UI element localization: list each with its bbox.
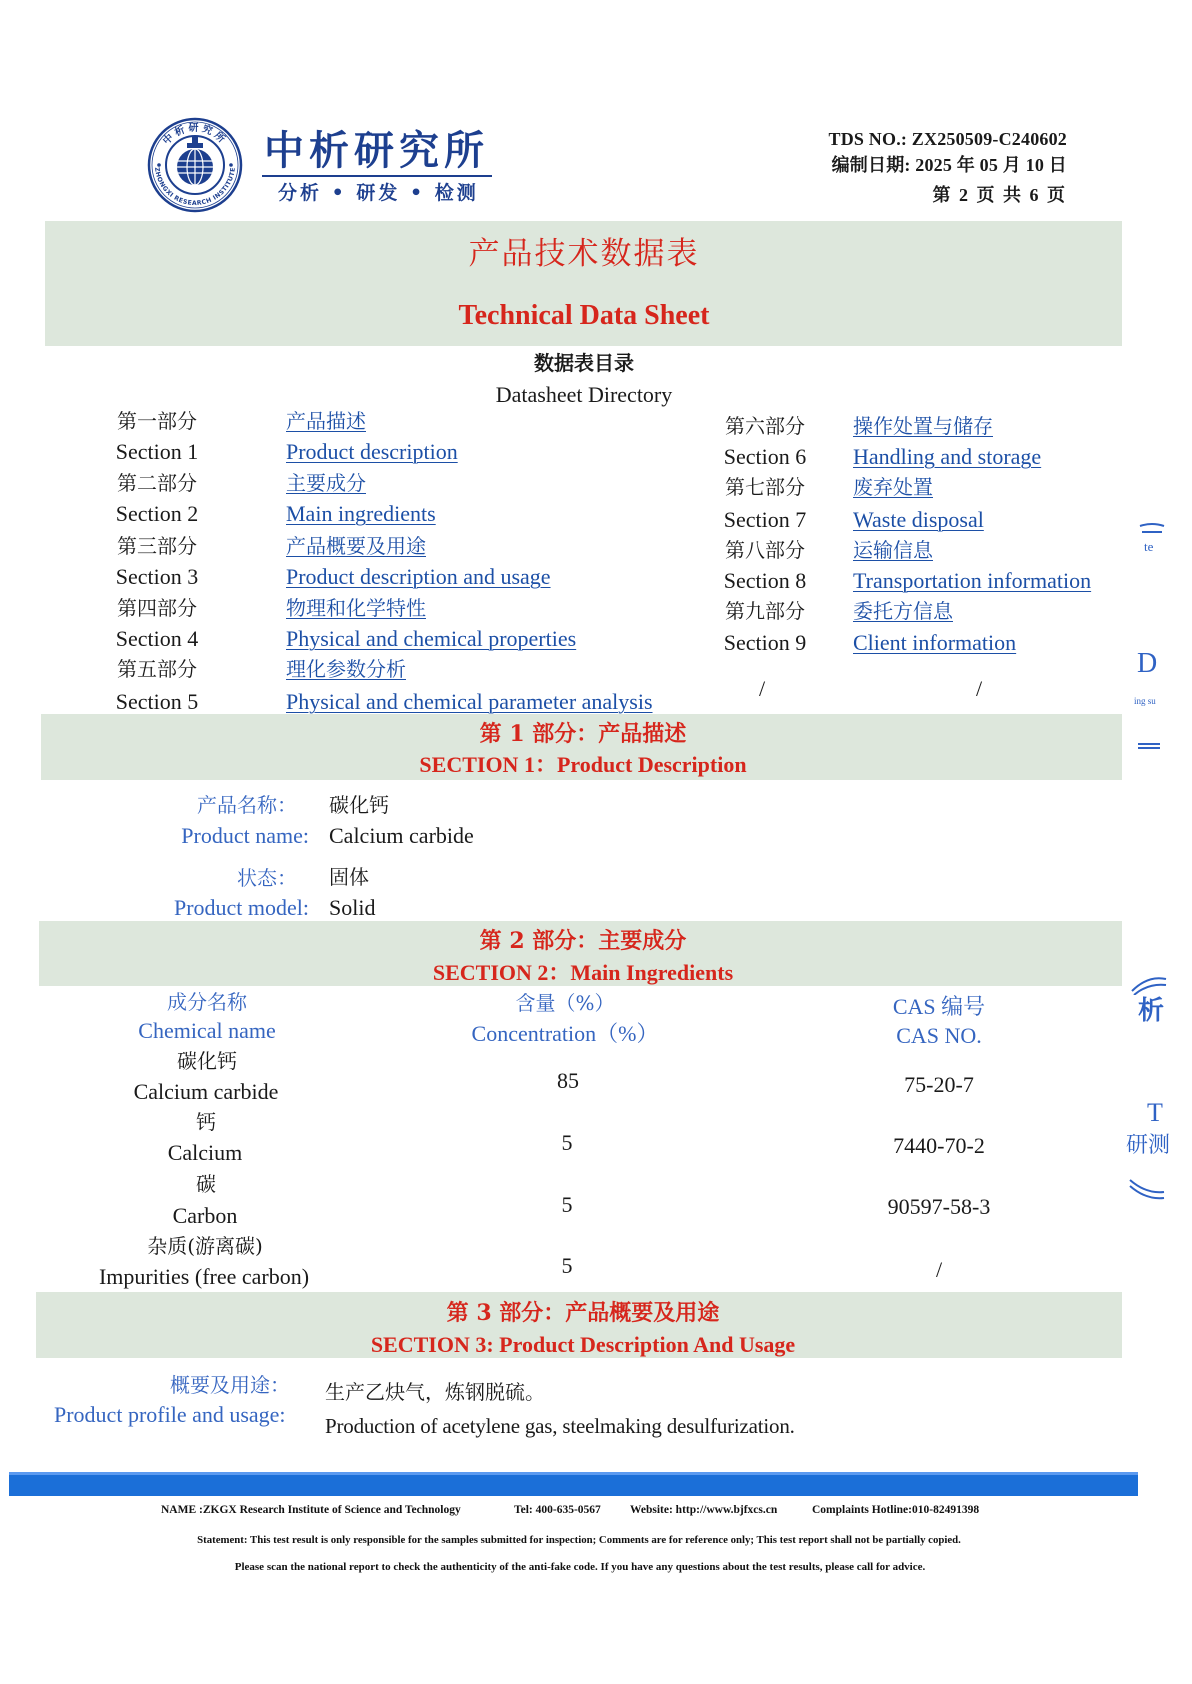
product-name-label-cn: 产品名称：	[197, 793, 297, 817]
dir-link-cn-physical-chemical[interactable]: 物理和化学特性	[286, 596, 426, 620]
row4-name-cn: 杂质(游离碳)	[147, 1234, 263, 1258]
logo-seal-icon	[147, 117, 243, 213]
row2-cas: 7440-70-2	[893, 1133, 985, 1158]
dir-label-en-2: Section 2	[115, 501, 199, 526]
edge-double-line-icon	[1136, 741, 1162, 751]
dir-label-cn-1: 第一部分	[117, 409, 197, 433]
edge-double-line	[1136, 739, 1162, 749]
col-header-cas-cn: CAS 编号	[892, 994, 986, 1019]
title-en: Technical Data Sheet	[458, 300, 710, 331]
edge-seal-arc-bottom-icon	[1126, 1176, 1166, 1202]
dir-label-cn-5: 第五部分	[117, 657, 197, 681]
row1-cas: 75-20-7	[904, 1072, 974, 1097]
section1-title-en: SECTION 1：Product Description	[419, 752, 747, 777]
dir-label-en-4: Section 4	[115, 626, 199, 651]
footer-bar	[9, 1472, 1138, 1496]
section3-title-cn: 第 3 部分：产品概要及用途	[446, 1300, 720, 1326]
org-name-underline	[262, 175, 492, 177]
col-header-concentration-cn: 含量（%）	[515, 991, 615, 1015]
dir-label-cn-3: 第三部分	[117, 534, 197, 558]
dir-link-en-product-description[interactable]: Product description	[286, 439, 458, 464]
col-header-cas-en: CAS NO.	[896, 1023, 982, 1048]
dir-label-cn-6: 第六部分	[725, 414, 805, 438]
edge-bracket-mark	[1138, 522, 1166, 540]
section1-title-cn: 第 1 部分：产品描述	[479, 721, 687, 747]
dir-label-en-8: Section 8	[723, 568, 807, 593]
footer-scan-note: Please scan the national report to check the authenticity of the anti-fake code. If you have any questions about the test results, please call for advice.	[234, 1561, 926, 1573]
logo-ring-cn: 中析研究所	[161, 123, 229, 148]
edge-seal-arc-icon	[1128, 975, 1168, 995]
row2-concentration: 5	[561, 1130, 573, 1155]
logo-ring-en: ZHONGXI RESEARCH INSTITUTE	[153, 166, 237, 208]
edge-fragment-t: T	[1147, 1098, 1163, 1127]
org-name: 中析研究所	[264, 128, 489, 174]
dir-label-en-5: Section 5	[115, 689, 199, 714]
dir-label-cn-9: 第九部分	[725, 599, 805, 623]
dir-label-en-3: Section 3	[115, 564, 199, 589]
dir-link-en-client-info[interactable]: Client information	[853, 630, 1017, 655]
row3-name-en: Carbon	[172, 1203, 238, 1228]
dir-label-en-6: Section 6	[723, 444, 807, 469]
logo-dot-left	[157, 163, 161, 167]
usage-label-cn: 概要及用途：	[170, 1373, 290, 1397]
dir-link-cn-transportation[interactable]: 运输信息	[853, 538, 933, 562]
dir-label-en-1: Section 1	[115, 439, 199, 464]
edge-seal-arcs-top	[1128, 975, 1168, 995]
section2-title-en: SECTION 2：Main Ingredients	[432, 960, 734, 985]
usage-label-en: Product profile and usage:	[54, 1402, 286, 1427]
row3-concentration: 5	[561, 1192, 573, 1217]
row3-name-cn: 碳	[196, 1172, 216, 1196]
row1-name-cn: 碳化钙	[177, 1049, 237, 1073]
dir-link-cn-handling-storage[interactable]: 操作处置与储存	[853, 414, 993, 438]
dir-link-en-transportation[interactable]: Transportation information	[853, 568, 1092, 593]
dir-link-cn-description-usage[interactable]: 产品概要及用途	[286, 534, 426, 558]
dir-link-en-waste-disposal[interactable]: Waste disposal	[853, 507, 984, 532]
dir-link-en-main-ingredients[interactable]: Main ingredients	[286, 501, 436, 526]
row2-name-cn: 钙	[196, 1110, 216, 1134]
edge-seal-arcs-bottom	[1126, 1176, 1166, 1202]
product-model-label-en: Product model:	[173, 895, 309, 920]
state-label-cn: 状态：	[237, 866, 297, 890]
dir-link-cn-client-info[interactable]: 委托方信息	[853, 599, 953, 623]
footer-bar-highlight	[9, 1472, 1138, 1475]
page-indicator: 第 2 页 共 6 页	[932, 185, 1067, 205]
dir-link-en-description-usage[interactable]: Product description and usage	[286, 564, 551, 589]
dir-link-en-handling-storage[interactable]: Handling and storage	[853, 444, 1042, 469]
row4-concentration: 5	[561, 1253, 573, 1278]
dir-label-cn-8: 第八部分	[725, 538, 805, 562]
edge-fragment-yance: 研测	[1126, 1132, 1171, 1157]
dir-label-cn-2: 第二部分	[117, 471, 197, 495]
dir-link-cn-product-description[interactable]: 产品描述	[286, 409, 366, 433]
edge-fragment-d: D	[1137, 648, 1158, 679]
logo-dot-right	[229, 163, 233, 167]
tds-number: TDS NO.: ZX250509-C240602	[828, 129, 1067, 149]
product-name-label-en: Product name:	[181, 823, 309, 848]
dir-label-cn-7: 第七部分	[725, 475, 805, 499]
row3-cas: 90597-58-3	[887, 1194, 991, 1219]
row1-concentration: 85	[557, 1068, 579, 1093]
row4-name-en: Impurities (free carbon)	[98, 1264, 310, 1289]
edge-fragment-ing: ing su	[1134, 696, 1156, 706]
product-name-value-cn: 碳化钙	[329, 793, 389, 817]
dir-label-en-7: Section 7	[723, 507, 807, 532]
dir-empty-label: /	[758, 676, 766, 701]
dir-empty-link: /	[975, 676, 983, 701]
dir-link-cn-waste-disposal[interactable]: 废弃处置	[853, 475, 933, 499]
usage-value-cn: 生产乙炔气，炼钢脱硫。	[325, 1380, 545, 1404]
globe-icon	[177, 137, 213, 185]
dir-label-en-9: Section 9	[723, 630, 807, 655]
row2-name-en: Calcium	[167, 1140, 243, 1165]
dir-label-cn-4: 第四部分	[117, 596, 197, 620]
usage-value-en: Production of acetylene gas, steelmaking desulfurization.	[325, 1414, 795, 1438]
issue-date: 编制日期: 2025 年 05 月 10 日	[831, 155, 1067, 175]
logo-emblem	[147, 117, 243, 213]
directory-title-en: Datasheet Directory	[495, 382, 673, 407]
footer-statement: Statement: This test result is only responsible for the samples submitted for inspection; Comments are for reference only; This test report shall not be partially copied.	[197, 1534, 961, 1546]
col-header-name-cn: 成分名称	[167, 990, 247, 1014]
row4-cas: /	[935, 1257, 943, 1282]
footer-website: Website: http://www.bjfxcs.cn	[630, 1504, 778, 1516]
col-header-concentration-en: Concentration（%）	[471, 1021, 659, 1046]
footer-name: NAME :ZKGX Research Institute of Science and Technology	[161, 1504, 461, 1516]
product-name-value-en: Calcium carbide	[329, 823, 474, 848]
product-model-value-en: Solid	[329, 895, 376, 920]
footer-tel: Tel: 400-635-0567	[514, 1504, 601, 1516]
state-value-cn: 固体	[329, 865, 369, 889]
directory-title-cn: 数据表目录	[534, 351, 634, 375]
dir-link-en-parameter-analysis[interactable]: Physical and chemical parameter analysis	[286, 689, 653, 714]
title-cn: 产品技术数据表	[468, 236, 700, 272]
section2-title-cn: 第 2 部分：主要成分	[479, 928, 687, 954]
dir-link-cn-main-ingredients[interactable]: 主要成分	[286, 471, 366, 495]
edge-fragment-te: te	[1144, 539, 1154, 554]
edge-bracket-icon	[1138, 522, 1166, 540]
edge-fragment-xi: 析	[1138, 996, 1165, 1026]
row1-name-en: Calcium carbide	[133, 1079, 279, 1104]
dir-link-cn-parameter-analysis[interactable]: 理化参数分析	[286, 657, 406, 681]
section3-title-en: SECTION 3: Product Description And Usage	[370, 1332, 796, 1357]
footer-hotline: Complaints Hotline:010-82491398	[812, 1504, 980, 1516]
dir-link-en-physical-chemical[interactable]: Physical and chemical properties	[286, 626, 577, 651]
col-header-name-en: Chemical name	[138, 1018, 276, 1043]
org-tagline: 分析 • 研发 • 检测	[278, 182, 479, 204]
